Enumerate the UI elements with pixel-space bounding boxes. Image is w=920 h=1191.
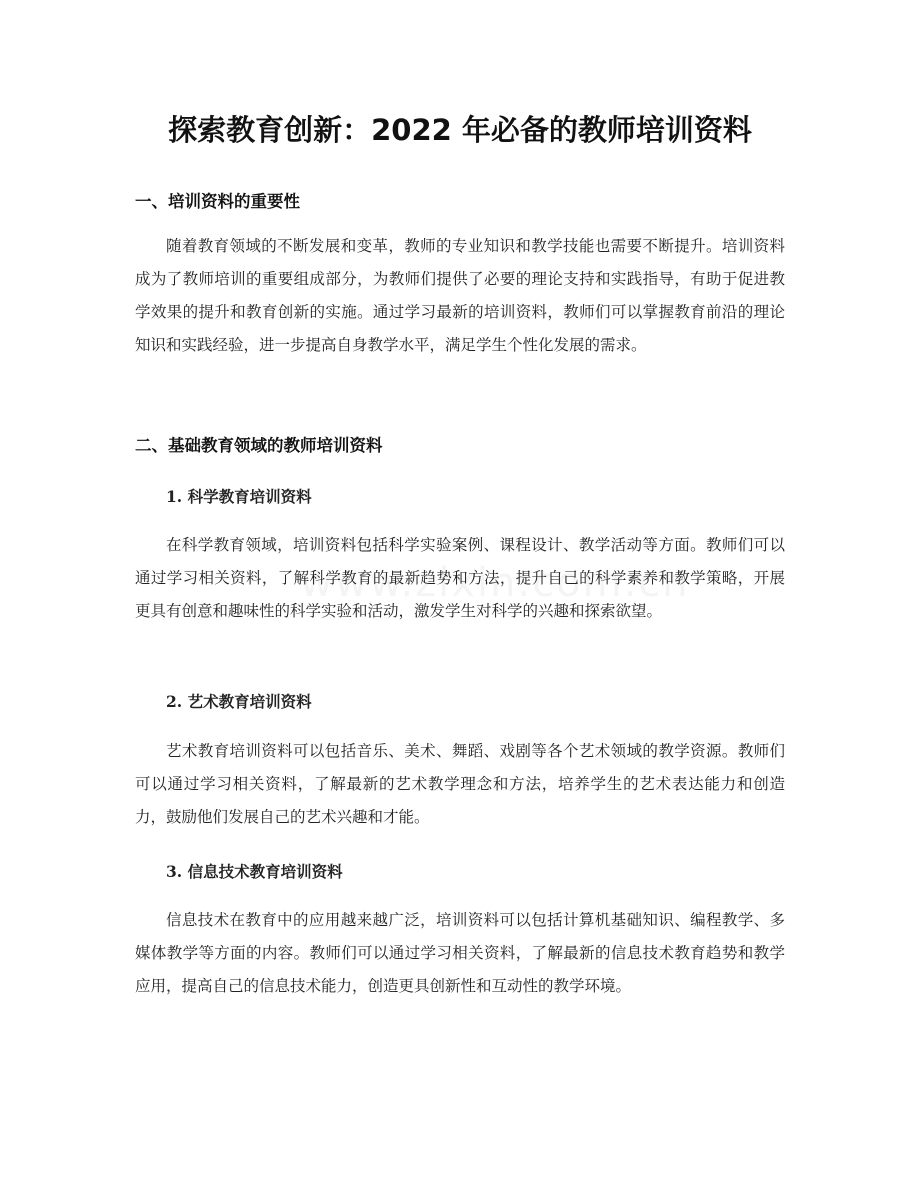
section-heading-importance: 一、培训资料的重要性 (135, 192, 300, 211)
page-title: 探索教育创新：2022 年必备的教师培训资料 (168, 113, 752, 147)
subsection-paragraph-it: 信息技术在教育中的应用越来越广泛，培训资料可以包括计算机基础知识、编程教学、多媒体教学等方面的内容。教师们可以通过学习相关资料，了解最新的信息技术教育趋势和教学应用，提高自己的信息技术能力，创造更具创新性和互动性的教学环境。 (135, 911, 785, 995)
subsection-heading-science: 1. 科学教育培训资料 (166, 487, 312, 506)
subsection-heading-it: 3. 信息技术教育培训资料 (166, 862, 343, 881)
subsection-paragraph-science: 在科学教育领域，培训资料包括科学实验案例、课程设计、教学活动等方面。教师们可以通过学习相关资料，了解科学教育的最新趋势和方法，提升自己的科学素养和教学策略，开展更具有创意和趣味性的科学实验和活动，激发学生对科学的兴趣和探索欲望。 (135, 536, 785, 620)
section-heading-basic-education: 二、基础教育领域的教师培训资料 (135, 436, 383, 455)
subsection-heading-art: 2. 艺术教育培训资料 (166, 692, 312, 711)
subsection-paragraph-art: 艺术教育培训资料可以包括音乐、美术、舞蹈、戏剧等各个艺术领域的教学资源。教师们可以通过学习相关资料，了解最新的艺术教学理念和方法，培养学生的艺术表达能力和创造力，鼓励他们发展自己的艺术兴趣和才能。 (135, 742, 785, 826)
section-paragraph-importance: 随着教育领域的不断发展和变革，教师的专业知识和教学技能也需要不断提升。培训资料成为了教师培训的重要组成部分，为教师们提供了必要的理论支持和实践指导，有助于促进教学效果的提升和教育创新的实施。通过学习最新的培训资料，教师们可以掌握教育前沿的理论知识和实践经验，进一步提高自身教学水平，满足学生个性化发展的需求。 (135, 237, 785, 354)
